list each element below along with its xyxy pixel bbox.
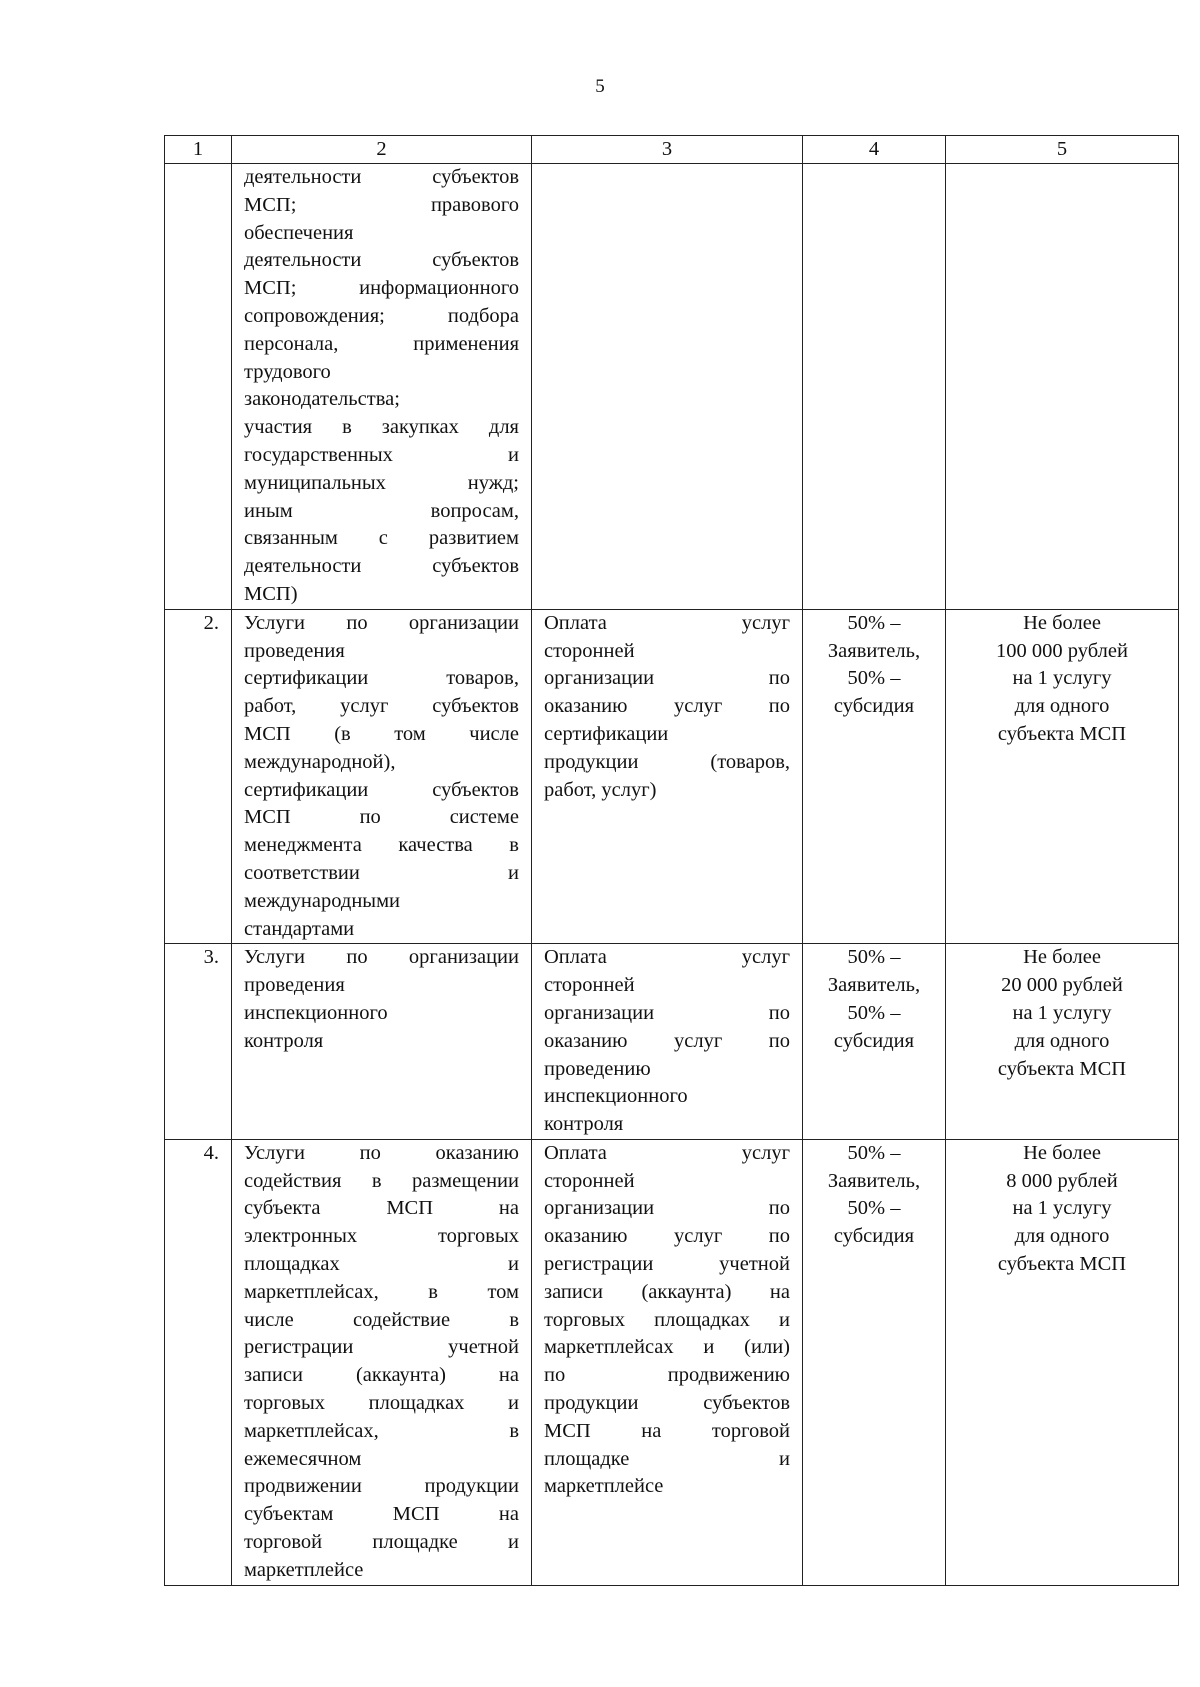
cell-text-line: 50% – [847,611,901,634]
cell-text-line: организации по [544,1197,790,1220]
cell-text-line: числе содействие в [244,1308,519,1331]
cell-text-line: субъекта МСП на [244,1197,519,1220]
cell-text-line: инспекционного [544,1085,688,1108]
cell-text-line: субъекта МСП [997,1253,1127,1276]
cell-text-line: стандартами [244,917,355,940]
cell-text-line: оказанию услуг по [544,1225,790,1248]
cell-text-line: МСП) [244,582,298,605]
page-number: 5 [595,76,605,97]
cell-text-line: деятельности субъектов [244,249,519,272]
cell-text-line: персонала, применения [244,332,519,355]
cell-text-line: для одного [1014,1029,1110,1052]
cell-text-line: сопровождения; подбора [244,304,519,327]
amount-limit-cell [946,609,1179,944]
cell-text-line: регистрации учетной [544,1253,790,1276]
cell-text-line: трудового [244,360,331,383]
cell-text-line: иным вопросам, [244,499,519,522]
cell-text-line: Услуги по организации [244,611,519,634]
cell-text-line: продвижении продукции [244,1475,519,1498]
cell-text-line: сторонней [544,639,635,662]
table-row [165,164,1179,610]
cell-text-line: МСП на торговой [544,1419,790,1442]
cost-share-cell [803,609,946,944]
cell-text-line: на 1 услугу [1012,1197,1112,1220]
cell-text-line: МСП (в том числе [244,722,519,745]
cell-text-line: Заявитель, [827,1169,921,1192]
row-number-cell [165,944,232,1140]
cell-text-line: содействия в размещении [244,1169,519,1192]
cell-text-line: по продвижению [544,1364,790,1387]
cell-text-line: ежемесячном [244,1447,362,1470]
amount-limit-cell [946,944,1179,1140]
cell-text-line: сертификации субъектов [244,778,519,801]
cell-text-line: площадке и [544,1447,790,1470]
cell-text-line: 8 000 рублей [1006,1169,1118,1192]
service-description-cell [232,609,532,944]
column-header-2: 2 [232,136,532,164]
payment-description-cell [532,1139,803,1585]
cell-text-line: МСП; правового [244,193,519,216]
cell-text-line: субъектам МСП на [244,1503,519,1526]
cell-text-line: Заявитель, [827,974,921,997]
cell-text-line: сторонней [544,974,635,997]
column-header-1: 1 [165,136,232,164]
cell-text-line: МСП по системе [244,806,519,829]
cell-text-line: торговых площадках и [544,1308,790,1331]
table-row [165,944,1179,1140]
cell-text-line: сторонней [544,1169,635,1192]
cell-text-line: 50% – [847,667,901,690]
cell-text-line: торговой площадке и [244,1531,519,1554]
cell-text-line: оказанию услуг по [544,695,790,718]
cell-text-line: муниципальных нужд; [244,471,519,494]
row-number: 2. [203,611,219,634]
row-number: 4. [203,1141,219,1164]
cell-text-line: связанным с развитием [244,527,519,550]
cell-text-line: Оплата услуг [544,1141,790,1164]
cell-text-line: государственных и [244,443,519,466]
column-header-3: 3 [532,136,803,164]
cell-text-line: Не более [1023,1141,1101,1164]
cell-text-line: продукции субъектов [544,1392,790,1415]
cell-text-line: контроля [544,1113,624,1136]
cell-text-line: субъекта МСП [997,722,1127,745]
column-header-4: 4 [803,136,946,164]
cell-text-line: площадках и [244,1253,519,1276]
header-row [165,136,1179,164]
cell-text-line: работ, услуг субъектов [244,695,519,718]
cell-text-line: инспекционного [244,1001,388,1024]
cell-text-line: работ, услуг) [544,778,657,801]
cell-text-line: менеджмента качества в [244,834,519,857]
cell-text-line: регистрации учетной [244,1336,519,1359]
service-description-cell [232,944,532,1140]
cell-text-line: Не более [1023,946,1101,969]
cell-text-line: 50% – [847,1001,901,1024]
services-table [164,135,1179,1586]
cell-text-line: 50% – [847,946,901,969]
cell-text-line: международными [244,889,401,912]
cell-text-line: проведению [544,1057,651,1080]
cell-text-line: торговых площадках и [244,1392,519,1415]
cell-text-line: для одного [1014,1225,1110,1248]
cell-text-line: маркетплейсе [544,1475,664,1498]
cell-text-line: законодательства; [244,388,400,411]
cell-text-line: на 1 услугу [1012,1001,1112,1024]
cell-text-line: маркетплейсах, в том [244,1280,519,1303]
cell-text-line: деятельности субъектов [244,166,519,188]
amount-limit-cell [946,164,1179,610]
cell-text-line: субсидия [833,1225,915,1248]
cell-text-line: контроля [244,1029,324,1052]
cell-text-line: участия в закупках для [244,416,519,439]
cell-text-line: субсидия [833,695,915,718]
cell-text-line: Заявитель, [827,639,921,662]
row-number-cell [165,1139,232,1585]
row-number-cell [165,164,232,610]
cell-text-line: на 1 услугу [1012,667,1112,690]
table-body [165,164,1179,1586]
cell-text-line: субсидия [833,1029,915,1052]
cell-text-line: деятельности субъектов [244,555,519,578]
cell-text-line: МСП; информационного [244,277,519,300]
cell-text-line: 20 000 рублей [1001,974,1123,997]
cell-text-line: проведения [244,974,345,997]
cell-text-line: Услуги по оказанию [244,1141,519,1164]
cell-text-line: Услуги по организации [244,946,519,969]
cost-share-cell [803,1139,946,1585]
payment-description-cell [532,164,803,610]
column-header-5: 5 [946,136,1179,164]
cell-text-line: электронных торговых [244,1225,519,1248]
cell-text-line: оказанию услуг по [544,1029,790,1052]
cost-share-cell [803,944,946,1140]
cell-text-line: проведения [244,639,345,662]
cost-share-cell [803,164,946,610]
cell-text-line: Оплата услуг [544,611,790,634]
cell-text-line: записи (аккаунта) на [544,1280,790,1303]
payment-description-cell [532,609,803,944]
cell-text-line: маркетплейсах и (или) [544,1336,790,1359]
table-row [165,609,1179,944]
cell-text-line: для одного [1014,695,1110,718]
row-number: 3. [203,946,219,969]
cell-text-line: субъекта МСП [997,1057,1127,1080]
amount-limit-cell [946,1139,1179,1585]
table-row [165,1139,1179,1585]
cell-text-line: Оплата услуг [544,946,790,969]
cell-text-line: организации по [544,667,790,690]
service-description-cell [232,1139,532,1585]
cell-text-line: маркетплейсе [244,1558,364,1581]
cell-text-line: обеспечения [244,221,354,244]
cell-text-line: маркетплейсах, в [244,1419,519,1442]
cell-text-line: соответствии и [244,861,519,884]
cell-text-line: сертификации товаров, [244,667,519,690]
cell-text-line: организации по [544,1001,790,1024]
cell-text-line: 50% – [847,1141,901,1164]
cell-text-line: записи (аккаунта) на [244,1364,519,1387]
cell-text-line: сертификации [544,722,669,745]
payment-description-cell [532,944,803,1140]
cell-text-line: продукции (товаров, [544,750,790,773]
service-description-cell [232,164,532,610]
row-number-cell [165,609,232,944]
cell-text-line: международной), [244,750,396,773]
cell-text-line: Не более [1023,611,1101,634]
cell-text-line: 100 000 рублей [996,639,1128,662]
cell-text-line: 50% – [847,1197,901,1220]
